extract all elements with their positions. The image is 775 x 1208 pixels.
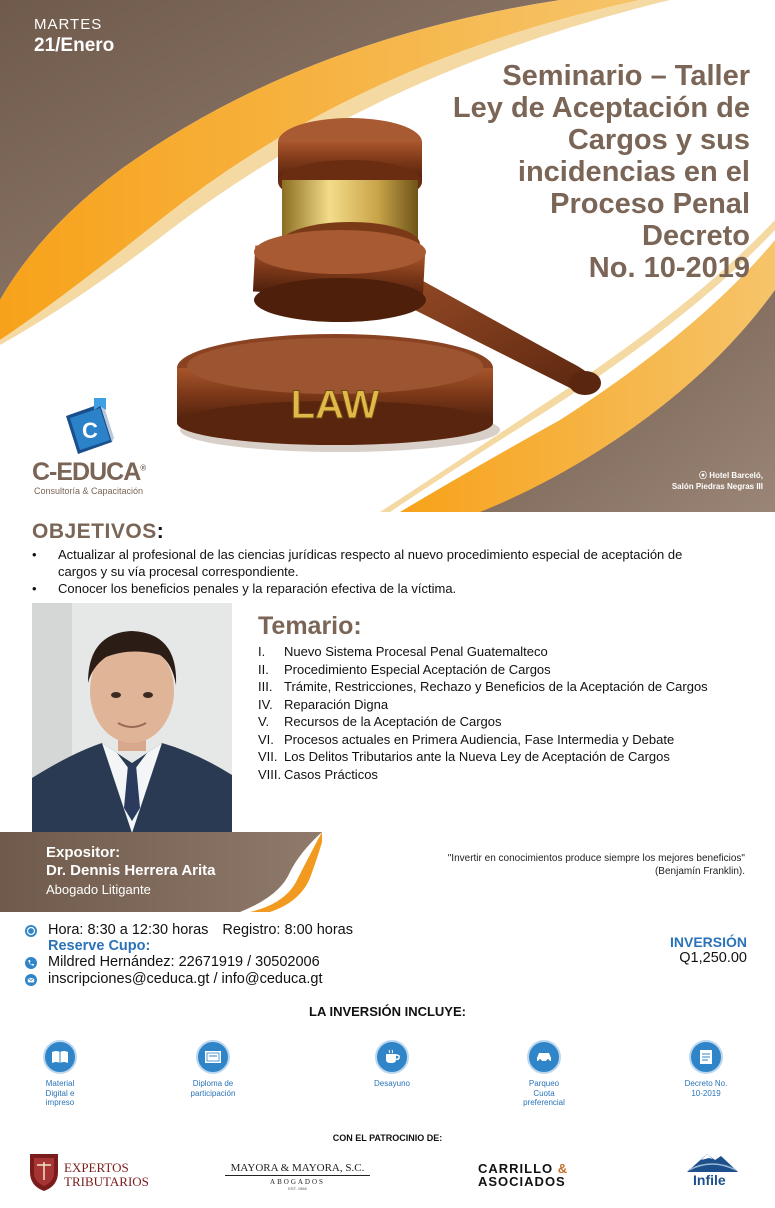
- item-label: [342, 1079, 442, 1089]
- registered-mark: ®: [140, 463, 146, 473]
- event-day: MARTES: [34, 16, 103, 33]
- label-line: Decreto No.: [684, 1079, 728, 1088]
- temario-title: Temario:: [258, 612, 362, 640]
- quote-text: "Invertir en conocimientos produce siempre los mejores beneficios": [447, 853, 745, 864]
- item-number: VIII.: [258, 766, 282, 782]
- email-text[interactable]: inscripciones@ceduca.gt / info@ceduca.gt: [48, 971, 323, 987]
- list-item: • Conocer los beneficios penales y la reparación efectiva de la víctima.: [32, 580, 722, 597]
- item-text: Casos Prácticos: [284, 766, 378, 782]
- mayora-logo: [225, 1162, 370, 1191]
- venue-line-2: Salón Piedras Negras III: [671, 482, 763, 491]
- gavel-illustration: [150, 100, 610, 460]
- list-item: [656, 1040, 756, 1098]
- expositor-name: Dr. Dennis Herrera Arita: [46, 862, 216, 879]
- label-line: participación: [190, 1088, 236, 1098]
- sponsors-title: CON EL PATROCINIO DE:: [332, 1133, 443, 1143]
- expositor-info: [46, 844, 216, 897]
- expertos-line-2: TRIBUTARIOS: [64, 1174, 149, 1189]
- item-text: Reparación Digna: [284, 696, 389, 712]
- phone-text[interactable]: Mildred Hernández: 22671919 / 30502006: [48, 954, 320, 970]
- list-item: [163, 1040, 263, 1098]
- title-line: Decreto: [642, 220, 750, 252]
- inversion-label: INVERSIÓN: [669, 934, 747, 950]
- logo-name-text: C-EDUCA: [32, 458, 141, 486]
- item-text: Procesos actuales en Primera Audiencia, Fase Intermedia y Debate: [284, 731, 675, 747]
- objetivos-title-text: OBJETIVOS: [32, 520, 157, 543]
- inversion-box: [670, 934, 747, 966]
- diploma-icon: [196, 1040, 230, 1074]
- infile-name: Infile: [693, 1172, 726, 1188]
- shield-icon: [28, 1150, 60, 1192]
- item-text: Nuevo Sistema Procesal Penal Guatemalteco: [284, 644, 548, 659]
- list-item: [258, 661, 758, 679]
- list-item: [258, 643, 758, 661]
- item-number: VII.: [258, 749, 278, 764]
- item-number: III.: [258, 679, 273, 694]
- expositor-banner: [0, 832, 322, 912]
- list-item: [10, 1040, 110, 1108]
- phone-row: [24, 954, 444, 971]
- sponsors-row: [0, 1148, 775, 1203]
- quote: [360, 852, 745, 878]
- event-date: [34, 16, 114, 57]
- label-line: Desayuno: [373, 1079, 411, 1088]
- label-line: 10-2019: [691, 1088, 721, 1098]
- item-number: V.: [258, 714, 270, 729]
- title-line: Cargos y sus: [567, 124, 750, 156]
- event-date-value: 21/Enero: [34, 35, 115, 56]
- carrillo-name: CARRILLO: [478, 1161, 554, 1176]
- item-number: IV.: [258, 696, 273, 712]
- temario-list: [258, 643, 758, 783]
- list-item: [258, 678, 758, 696]
- gavel-law-text: LAW: [290, 383, 380, 427]
- mayora-est: EST. 1966: [288, 1186, 307, 1191]
- mayora-sub: ABOGADOS: [270, 1178, 325, 1186]
- item-label: [10, 1079, 110, 1108]
- breakfast-icon: [375, 1040, 409, 1074]
- car-icon: [527, 1040, 561, 1074]
- item-label: [656, 1079, 756, 1098]
- venue-line-1: [672, 470, 763, 481]
- speaker-portrait-image: [32, 603, 232, 833]
- title-line: No. 10-2019: [588, 252, 750, 284]
- title-line: Seminario – Taller: [502, 60, 750, 92]
- label-line: Digital e: [45, 1088, 75, 1098]
- list-item: • Actualizar al profesional de las ciencias jurídicas respecto al nuevo procedimiento especial de aceptación de cargos y su vía procesal correspondiente.: [32, 546, 722, 580]
- list-item: [494, 1040, 594, 1108]
- objetivos-list: [32, 546, 752, 597]
- item-number: I.: [258, 644, 266, 659]
- speaker-photo: [32, 603, 232, 833]
- title-line: Ley de Aceptación de: [452, 92, 750, 124]
- item-number: VI.: [258, 731, 274, 747]
- expertos-line-1: EXPERTOS: [64, 1160, 129, 1175]
- expositor-label: Expositor:: [46, 844, 121, 861]
- objetivos-title: [32, 520, 752, 544]
- list-item: [258, 731, 758, 749]
- item-text: Recursos de la Aceptación de Cargos: [284, 714, 502, 729]
- email-row: [24, 971, 444, 988]
- venue-info: [672, 470, 763, 492]
- quote-author: (Benjamín Franklin).: [654, 866, 745, 877]
- list-item: [258, 748, 758, 766]
- mayora-name: MAYORA & MAYORA, S.C.: [225, 1162, 370, 1176]
- item-label: [163, 1079, 263, 1098]
- reserve-label: Reserve Cupo:: [48, 938, 151, 954]
- infile-logo: [685, 1148, 740, 1196]
- title-line: Proceso Penal: [550, 188, 750, 220]
- mountain-icon: [685, 1148, 740, 1174]
- incluye-title: LA INVERSIÓN INCLUYE:: [309, 1004, 466, 1019]
- phone-icon: [24, 956, 38, 970]
- carrillo-ampersand: &: [557, 1161, 569, 1176]
- schedule-row: [24, 922, 444, 939]
- item-label: [494, 1079, 594, 1108]
- logo-tagline: Consultoría & Capacitación: [34, 486, 144, 496]
- schedule-hours: Hora: 8:30 a 12:30 horas: [48, 922, 209, 938]
- carrillo-logo: [478, 1162, 593, 1188]
- objetivos-colon: :: [156, 520, 165, 543]
- item-text: Trámite, Restricciones, Rechazo y Beneficios de la Aceptación de Cargos: [284, 679, 708, 694]
- event-info: [24, 922, 444, 988]
- list-item: [258, 696, 758, 714]
- list-item: [258, 713, 758, 731]
- expositor-role: Abogado Litigante: [46, 882, 151, 897]
- item-text: Los Delitos Tributarios ante la Nueva Ley de Aceptación de Cargos: [284, 749, 670, 764]
- inversion-price: Q1,250.00: [679, 950, 747, 966]
- incluye-list: [20, 1040, 760, 1120]
- logo-name: [32, 458, 145, 487]
- clock-icon: [24, 924, 38, 938]
- venue-name: Hotel Barceló,: [709, 471, 763, 480]
- expertos-tributarios-logo: [28, 1150, 158, 1194]
- label-line: Diploma de: [192, 1079, 234, 1088]
- registration-time: Registro: 8:00 horas: [222, 922, 353, 938]
- label-line: Parqueo: [528, 1079, 560, 1088]
- book-icon: [43, 1040, 77, 1074]
- temario-section: [258, 612, 758, 783]
- item-text: Procedimiento Especial Aceptación de Cargos: [284, 661, 551, 677]
- label-line: Cuota: [533, 1088, 555, 1098]
- hero-banner: [0, 0, 775, 512]
- objetivos-section: [32, 520, 752, 597]
- location-pin-icon: ⦿: [698, 471, 707, 480]
- document-icon: [689, 1040, 723, 1074]
- label-line: impreso: [45, 1098, 75, 1107]
- list-item: [258, 766, 758, 784]
- email-icon: [24, 973, 38, 987]
- list-item: [342, 1040, 442, 1089]
- carrillo-line-2: ASOCIADOS: [478, 1174, 566, 1189]
- title-line: incidencias en el: [517, 156, 750, 188]
- label-line: Material: [45, 1079, 75, 1088]
- logo-mark-letter: C: [82, 418, 98, 443]
- label-line: preferencial: [523, 1098, 565, 1107]
- book-logo-icon: [60, 398, 116, 458]
- item-number: II.: [258, 661, 269, 677]
